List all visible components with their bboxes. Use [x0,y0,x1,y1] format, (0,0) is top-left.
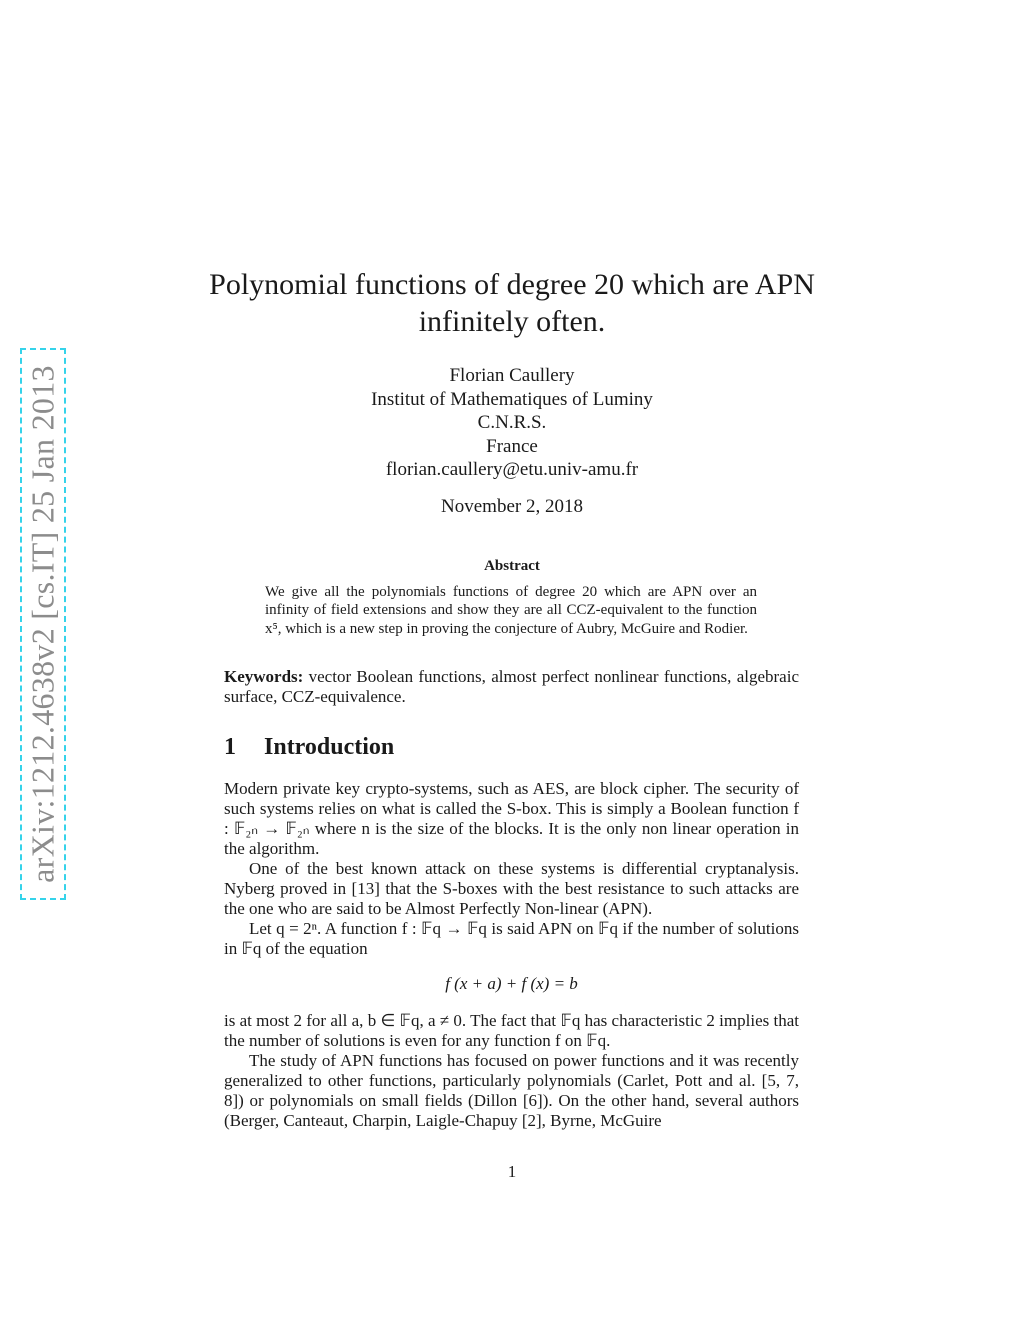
abstract-heading: Abstract [484,558,540,574]
paragraph: Modern private key crypto-systems, such as AES, are block cipher. The security of such systems relies on what is called the S-box. This is simply a Boolean function f : 𝔽₂ₙ → 𝔽₂ₙ where n is the size of the blocks. It is the only non linear operation in the algorithm. [224,779,799,858]
paper-date: November 2, 2018 [441,496,583,517]
author-email: florian.caullery@etu.univ-amu.fr [385,459,639,480]
keywords-label: Keywords: [224,667,304,686]
equation: f (x + a) + f (x) = b [445,974,578,993]
section-heading [224,734,394,761]
arxiv-stamp [20,348,66,900]
title-line-2: infinitely often. [418,305,606,338]
author-institute: Institut of Mathematiques of Luminy [371,388,653,410]
author-country: France [486,435,538,457]
author-block [200,364,824,482]
paragraph: is at most 2 for all a, b ∈ 𝔽q, a ≠ 0. The fact that 𝔽q has characteristic 2 implies that the number of solutions is even for any function f on 𝔽q. [224,1011,799,1050]
title-line-1: Polynomial functions of degree 20 which are APN [209,268,815,301]
keywords [224,667,799,707]
arxiv-identifier: arXiv:1212.4638v2 [cs.IT] 25 Jan 2013 [24,365,61,883]
abstract-text: We give all the polynomials functions of degree 20 which are APN over an infinity of field extensions and show they are all CCZ-equivalent to the function x⁵, which is a new step in proving the conjecture of Aubry, McGuire and Rodier. [265,584,757,637]
section-number: 1 [224,734,236,760]
author-name: Florian Caullery [449,365,575,386]
paper-title [200,266,824,340]
paragraph: The study of APN functions has focused on power functions and it was recently generalized to other functions, particularly polynomials (Carlet, Pott and al. [5, 7, 8]) or polynomials on small fields (Dillon [6]). On the other hand, several authors (Berger, Canteaut, Charpin, Laigle-Chapuy [2], Byrne, McGuire [224,1051,799,1130]
paragraph: One of the best known attack on these systems is differential cryptanalysis. Nyberg proved in [13] that the S-boxes with the best resistance to such attacks are the one who are said to be Almost Perfectly Non-linear (APN). [224,859,799,918]
page-number: 1 [507,1162,517,1181]
keywords-text: vector Boolean functions, almost perfect nonlinear functions, algebraic surface, CCZ-equivalence. [224,667,799,706]
paragraph: Let q = 2ⁿ. A function f : 𝔽q → 𝔽q is said APN on 𝔽q if the number of solutions in 𝔽q of the equation [224,919,799,958]
section-title: Introduction [264,734,395,760]
author-organization: C.N.R.S. [477,412,547,433]
